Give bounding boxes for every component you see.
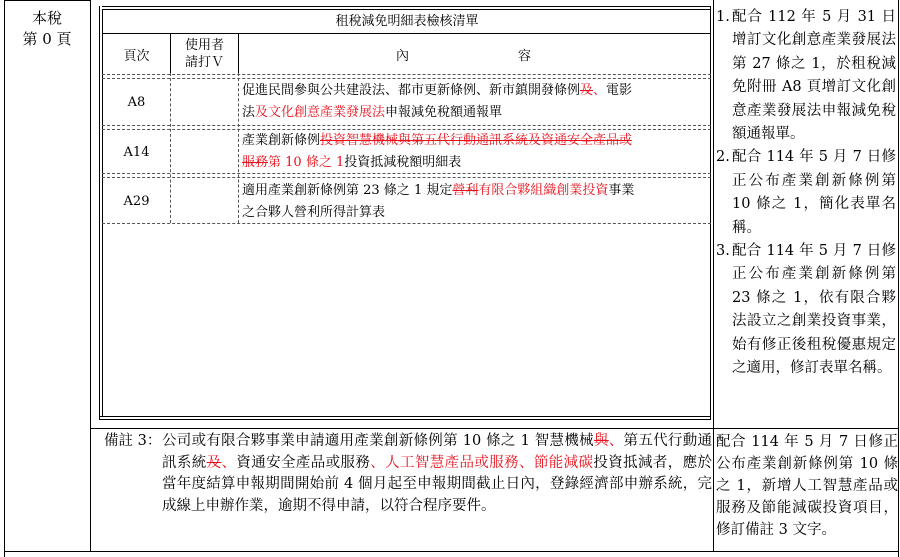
page-label-line1: 本稅 xyxy=(31,9,62,27)
outer-border-right xyxy=(898,0,899,557)
remark-deleted-1: 與 xyxy=(593,433,609,449)
note-number-1: 1. xyxy=(716,9,730,25)
row-a14-deleted-1: 投資智慧機械與第五代行動通訊系統及資通安全產品或 xyxy=(320,133,633,148)
row-a29-text-3: 之合夥人營利所得計算表 xyxy=(242,205,386,220)
remark-label: 備註 3： xyxy=(104,433,162,449)
remark-added-2: 、 xyxy=(221,454,237,471)
remark-reason: 配合 114 年 5 月 7 日修正公布產業創新條例第 10 條之 1，新增人工智慧產品或服務及節能減碳投資項目，修訂備註 3 文字。 xyxy=(716,434,898,538)
remark-body xyxy=(162,431,712,517)
remark-top-border xyxy=(90,428,898,429)
inner-col-dash-2 xyxy=(238,73,239,223)
row-a8-text-2: 電影 xyxy=(606,83,633,98)
note-text-2: 配合 114 年 5 月 7 日修正公布產業創新條例第 10 條之 1，簡化表單名稱。 xyxy=(732,149,896,236)
outer-border-left xyxy=(4,0,5,557)
row-a8-added-2: 及文化創意產業發展法 xyxy=(255,105,386,120)
checklist-title: 租稅減免明細表檢核清單 xyxy=(335,14,479,29)
row-a8-text-3: 法 xyxy=(242,105,256,120)
remark-text-1: 公司或有限合夥事業申請適用產業創新條例第 10 條之 1 智慧機械 xyxy=(162,433,594,449)
row-a14-page: A14 xyxy=(123,145,150,160)
col-divider-2 xyxy=(713,0,714,552)
row-a29-page: A29 xyxy=(123,194,150,209)
header-user-check xyxy=(171,37,238,71)
inner-border-bottom-1 xyxy=(99,416,711,417)
row-a29-text-1: 適用產業創新條例第 23 條之 1 規定 xyxy=(242,183,453,198)
row-a14-deleted-2: 服務 xyxy=(242,155,269,170)
header-content-a: 內 xyxy=(396,49,410,64)
outer-border-bottom xyxy=(4,551,899,552)
row-dash-5 xyxy=(102,177,711,178)
inner-border-top-1 xyxy=(102,6,711,7)
inner-title-divider xyxy=(102,33,711,34)
remark-text-4: 投資抵減者，應於當年度結算申報期間開始前 4 個月起至申報期間截止日內，登錄經濟部申辦系統，完成線上申辦作業，逾期不得申請，以符合程序要件。 xyxy=(162,454,712,514)
row-a14-line1 xyxy=(242,130,708,152)
row-a29-added-1: 有限合夥組織創業投資 xyxy=(478,183,609,198)
row-a29-text-2: 事業 xyxy=(608,183,635,198)
row-a29-content xyxy=(242,180,708,224)
row-a14-added-1: 第 10 條之 1 xyxy=(268,155,345,170)
inner-col-dash-1 xyxy=(170,73,171,223)
row-a14-text-2: 投資抵減稅額明細表 xyxy=(344,155,462,170)
note-number-3: 3. xyxy=(716,243,730,260)
note-text-3: 配合 114 年 5 月 7 日修正公布產業創新條例第 23 條之 1，依有限合夥法設立之創業投資事業，始有修正後租稅優惠規定之適用，修訂表單名稱。 xyxy=(732,243,896,377)
row-a8-text-1: 促進民間參與公共建設法、都市更新條例、新市鎮開發條例 xyxy=(242,83,581,98)
inner-border-left-1 xyxy=(99,6,100,419)
page-label-line2: 第 0 頁 xyxy=(22,30,72,48)
row-a14-line2 xyxy=(242,152,708,174)
page-label xyxy=(4,8,90,50)
amendment-notes xyxy=(716,6,896,381)
row-a29-line1 xyxy=(242,180,708,202)
row-a8-added-1: 、 xyxy=(593,83,607,98)
header-content-b: 容 xyxy=(518,49,532,64)
row-a29-deleted-1: 營利 xyxy=(452,183,479,198)
row-a8-deleted-1: 及 xyxy=(580,83,594,98)
remark-text-3: 資通安全產品或服務 xyxy=(236,454,371,471)
remark-deleted-2: 及 xyxy=(206,454,222,471)
row-a8-line1 xyxy=(242,80,708,102)
remark-added-1: 、 xyxy=(608,433,624,449)
row-a14-content xyxy=(242,130,708,174)
row-a8-line2 xyxy=(242,102,708,124)
outer-top-stub xyxy=(4,0,90,1)
row-dash-1 xyxy=(102,78,711,79)
note-text-1: 配合 112 年 5 月 31 日增訂文化創意產業發展法第 27 條之 1，於租稅減免附冊 A8 頁增訂文化創意產業發展法申報減免稅額通報單。 xyxy=(732,9,896,143)
row-a8-text-4: 申報減免稅額通報單 xyxy=(385,105,503,120)
col-divider-1 xyxy=(90,0,91,552)
inner-border-right xyxy=(710,6,711,419)
row-dash-0 xyxy=(102,74,711,75)
row-a8-page: A8 xyxy=(127,95,146,110)
note-item-3 xyxy=(716,240,896,380)
note-item-2 xyxy=(716,146,896,240)
row-a8-content xyxy=(242,80,708,124)
header-user-check-line2: 請打Ｖ xyxy=(184,55,224,70)
remark-text-2: 第五代行動通訊系統 xyxy=(162,433,713,471)
inner-border-left-2 xyxy=(102,9,103,416)
header-user-check-line1: 使用者 xyxy=(184,38,224,53)
note-item-1 xyxy=(716,6,896,146)
remark-added-3: 、人工智慧產品或服務、節能減碳 xyxy=(370,454,594,471)
row-a14-text-1: 產業創新條例 xyxy=(242,133,321,148)
note-number-2: 2. xyxy=(716,149,730,166)
header-page: 頁次 xyxy=(123,49,150,64)
inner-col-divider-2 xyxy=(238,33,239,73)
row-dash-2 xyxy=(102,125,711,126)
inner-border-bottom-2 xyxy=(99,419,711,420)
row-a29-line2 xyxy=(242,202,708,224)
